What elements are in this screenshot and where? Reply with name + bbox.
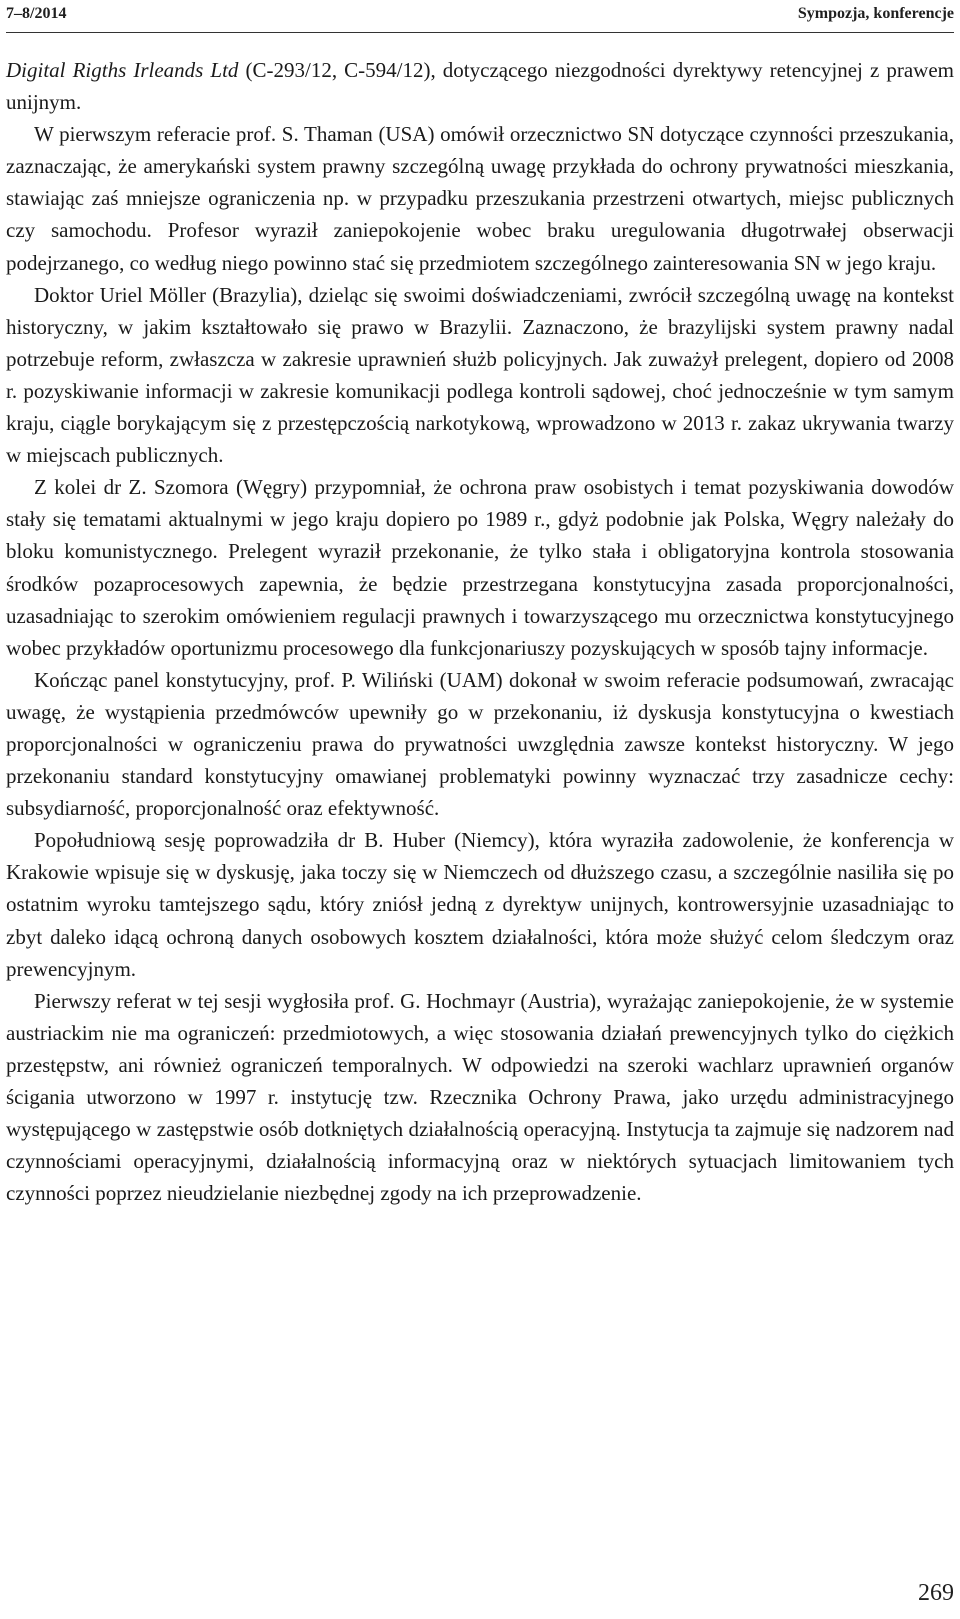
paragraph: W pierwszym referacie prof. S. Thaman (USA) omówił orzecznictwo SN dotyczące czynności przeszukania, zaznaczając, że amerykański system prawny szczególną uwagę przykłada do ochrony prywatności mieszkania, stawiając zaś mniejsze ograniczenia np. w przypadku przeszukania przestrzeni otwartych, miejsc publicznych czy samochodu. Profesor wyraził zaniepokojenie wobec braku uregulowania długotrwałej obserwacji podejrzanego, co według niego powinno stać się przedmiotem szczególnego zainteresowania SN w jego kraju. [6,122,954,275]
page-number: 269 [918,1580,954,1606]
section-title: Sympozja, konferencje [797,5,954,22]
running-header [6,2,954,30]
paragraph: Z kolei dr Z. Szomora (Węgry) przypomniał, że ochrona praw osobistych i temat pozyskiwania dowodów stały się tematami aktualnymi w jego kraju dopiero po 1989 r., gdyż podobnie jak Polska, Węgry należały do bloku komunistycznego. Prelegent wyraził przekonanie, że tylko stała i obligatoryjna kontrola stosowania środków pozaprocesowych zapewnia, że będzie przestrzegana konstytucyjna zasada proporcjonalności, uzasadniając to szerokim omówieniem regulacji prawnych i towarzyszącego mu orzecznictwa konstytucyjnego wobec przykładów oportunizmu procesowego dla funkcjonariuszy pozyskujących w sposób tajny informacje. [6,475,954,660]
paragraph [6,54,954,118]
article-body [6,54,954,1209]
paragraph: Popołudniową sesję poprowadziła dr B. Huber (Niemcy), która wyraziła zadowolenie, że konferencja w Krakowie wpisuje się w dyskusję, jaka toczy się w Niemczech od dłuższego czasu, a szczególnie nasiliła się po ostatnim wyroku tamtejszego sądu, który zniósł jedną z dyrektyw unijnych, kontrowersyjnie uzasadniając to zbyt daleko idącą ochroną danych osobowych kosztem działalności, która może służyć celom śledczym oraz prewencyjnym. [6,828,954,981]
case-name: Digital Rigths Irleands Ltd [6,58,239,82]
issue-number: 7–8/2014 [6,5,67,22]
paragraph: Doktor Uriel Möller (Brazylia), dzieląc się swoimi doświadczeniami, zwrócił szczególną uwagę na kontekst historyczny, w jakim kształtowało się prawo w Brazylii. Zaznaczono, że brazylijski system prawny nadal potrzebuje reform, zwłaszcza w zakresie uprawnień służb policyjnych. Jak zuważył prelegent, dopiero od 2008 r. pozyskiwanie informacji w zakresie komunikacji podlega kontroli sądowej, choć jednocześnie w tym samym kraju, ciągle borykającym się z przestępczością narkotykową, wprowadzono w 2013 r. zakaz ukrywania twarzy w miejscach publicznych. [6,282,954,468]
paragraph-text: (C-293/12, C-594/12), dotyczącego niezgodności dyrektywy retencyjnej z prawem unijnym. [6,58,954,115]
paragraph: Kończąc panel konstytucyjny, prof. P. Wiliński (UAM) dokonał w swoim referacie podsumowań, zwracając uwagę, że wystąpienia przedmówców upewniły go w przekonaniu, iż dyskusja konstytucyjna o kwestiach proporcjonalności w ograniczeniu prawa do prywatności uwzględnia zawsze kontekst historyczny. W jego przekonaniu standard konstytucyjny omawianej problematyki powinny wyznaczać trzy zasadnicze cechy: subsydiarność, proporcjonalność oraz efektywność. [6,667,954,821]
paragraph: Pierwszy referat w tej sesji wygłosiła prof. G. Hochmayr (Austria), wyrażając zaniepokojenie, że w systemie austriackim nie ma ograniczeń: przedmiotowych, a więc stosowania działań prewencyjnych tylko do ciężkich przestępstw, ani również ograniczeń temporalnych. W odpowiedzi na szeroki wachlarz uprawnień organów ścigania utworzono w 1997 r. instytucję tzw. Rzecznika Ochrony Prawa, jako urzędu administracyjnego występującego w zastępstwie osób dotkniętych działalnością operacyjną. Instytucja ta zajmuje się nadzorem nad czynnościami operacyjnymi, działalnością informacyjną oraz w niektórych sytuacjach limitowaniem tych czynności poprzez nieudzielanie niezbędnej zgody na ich przeprowadzenie. [6,988,954,1206]
header-divider [6,32,954,33]
